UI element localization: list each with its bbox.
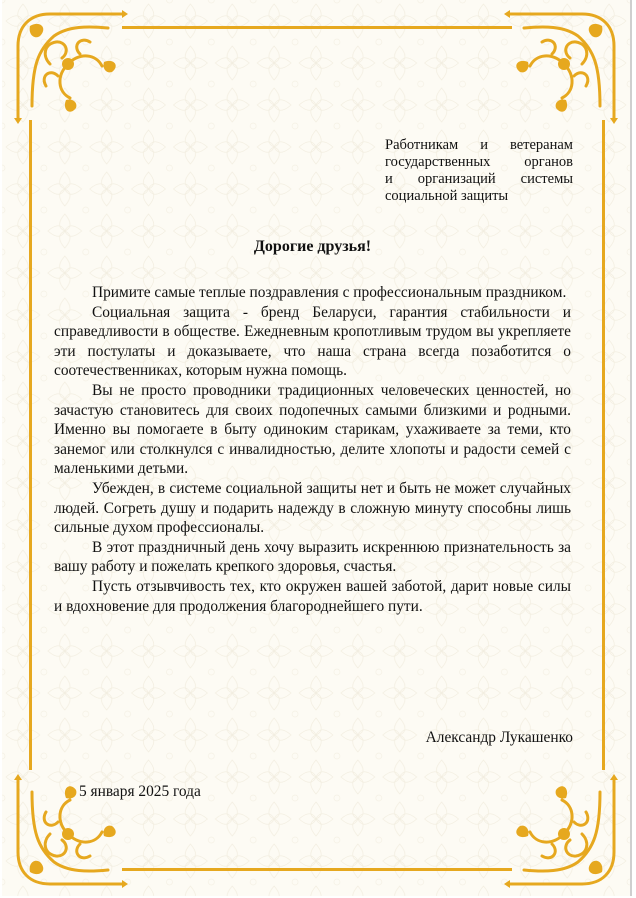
frame-left-line xyxy=(29,120,32,770)
floral-corner-icon xyxy=(502,772,622,892)
letter-date: 5 января 2025 года xyxy=(79,783,201,800)
corner-ornament-bottom-right xyxy=(502,772,622,892)
addressee-block xyxy=(385,137,573,205)
addressee-line: Работникам и ветеранам xyxy=(385,137,573,153)
body-paragraph: Убежден, в системе социальной защиты нет и быть не может случайных людей. Согреть душу и подарить надежду в сложную минуту способны лишь сильные духом профессионалы. xyxy=(54,479,571,537)
body-paragraph: Примите самые теплые поздравления с профессиональным праздником. xyxy=(92,284,567,301)
letter-body xyxy=(54,283,571,616)
addressee-line: социальной защиты xyxy=(385,188,509,204)
body-paragraph: Социальная защита - бренд Беларуси, гарантия стабильности и справедливости в обществе. Ежедневным кропотливым трудом вы укрепляете эти постулаты и доказываете, что наша страна всегда позаботится о соотечественниках, которым нужна помощь. xyxy=(54,303,571,380)
frame-right-line xyxy=(602,120,605,770)
signature: Александр Лукашенко xyxy=(425,729,573,746)
letter-page xyxy=(2,0,632,896)
floral-corner-icon xyxy=(10,6,130,126)
addressee-line: государственных органов xyxy=(385,154,573,170)
addressee-line: и организаций системы xyxy=(385,171,573,187)
frame-bottom-line xyxy=(122,868,512,871)
body-paragraph: Пусть отзывчивость тех, кто окружен вашей заботой, дарит новые силы и вдохновение для продолжения благороднейшего пути. xyxy=(54,577,571,615)
corner-ornament-top-left xyxy=(10,6,130,126)
floral-corner-icon xyxy=(502,6,622,126)
body-paragraph: В этот праздничный день хочу выразить искреннюю признательность за вашу работу и пожелать крепкого здоровья, счастья. xyxy=(54,538,571,576)
frame-top-line xyxy=(122,26,512,29)
corner-ornament-top-right xyxy=(502,6,622,126)
greeting-heading: Дорогие друзья! xyxy=(253,238,372,255)
body-paragraph: Вы не просто проводники традиционных человеческих ценностей, но зачастую становитесь для своих подопечных самыми близкими и родными. Именно вы помогаете в быту одиноким старикам, ухаживаете за теми, кто занемог или столкнулся с инвалидностью, делите хлопоты и радости семей с маленькими детьми. xyxy=(54,381,571,478)
